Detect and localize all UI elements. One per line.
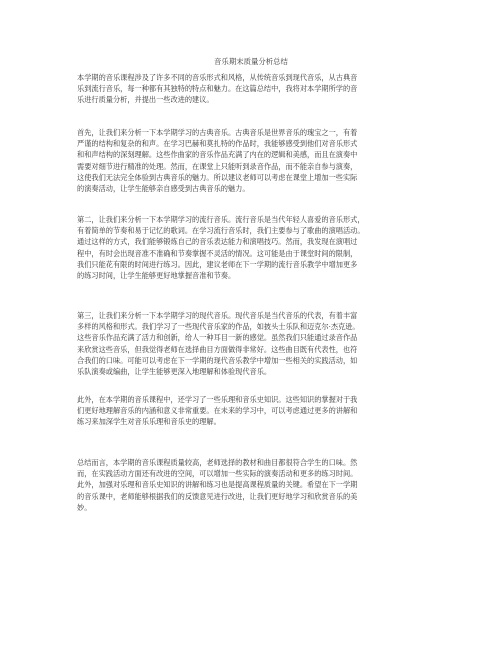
text-line: 乐进行质量分析，并提出一些改进的建议。 — [77, 95, 214, 105]
text-line: 而，在实践活动方面还有改进的空间，可以增加一些实际的演奏活动和更多的练习时间。 — [77, 469, 358, 479]
paragraph-conclusion — [77, 457, 431, 513]
text-line: 第三，让我们来分析一下本学期学习的现代音乐。现代音乐是当代音乐的代表，有着丰富 — [77, 311, 358, 320]
text-line: 通过这样的方式，我们能够锻炼自己的音乐表达能力和演唱技巧。然而，我发现在演唱过 — [77, 237, 358, 247]
text-line: 们更好地理解音乐的内涵和意义非常重要。在未来的学习中，可以考虑通过更多的讲解和 — [77, 406, 358, 416]
text-line: 需要对细节进行精准的处理。然而，在课堂上只能听到录音作品，而不能亲自参与演奏， — [77, 161, 358, 171]
text-line: 来欣赏这些音乐，但我觉得老师在选择曲目方面做得非常好。这些曲目既有代表性，也符 — [77, 344, 358, 354]
paragraph-theory-history — [77, 394, 431, 428]
text-line: 妙。 — [77, 502, 92, 512]
paragraph-classical-music — [77, 127, 431, 194]
text-line: 严谨的结构和复杂的和声。在学习巴赫和莫扎特的作品时，我能够感受到他们对音乐形式 — [77, 139, 358, 149]
text-line: 多样的风格和形式。我们学习了一些现代音乐家的作品，如披头士乐队和迈克尔·杰克逊。 — [77, 322, 360, 332]
text-line: 合我们的口味。可能可以考虑在下一学期的现代音乐教学中增加一些相关的实践活动，如 — [77, 355, 358, 365]
text-line: 第二，让我们来分析一下本学期学习的流行音乐。流行音乐是当代年轻人喜爱的音乐形式， — [77, 215, 365, 224]
text-line: 的演奏活动，让学生能够亲自感受到古典音乐的魅力。 — [77, 184, 250, 194]
paragraph-modern-music — [77, 310, 431, 377]
paragraph-intro — [77, 72, 431, 106]
paragraph-pop-music — [77, 214, 431, 281]
text-line: 的音乐课中，老师能够根据我们的反馈意见进行改进，让我们更好地学习和欣赏音乐的美 — [77, 491, 358, 501]
text-line: 乐队演奏或编曲，让学生能够更深入地理解和体验现代音乐。 — [77, 367, 272, 377]
text-line: 有着简单的节奏和易于记忆的歌词。在学习流行音乐时，我们主要参与了歌曲的演唱活动。 — [77, 226, 365, 236]
document-title: 音乐期末质量分析总结 — [214, 57, 288, 66]
text-line: 本学期的音乐课程涉及了许多不同的音乐形式和风格，从传统音乐到现代音乐，从古典音 — [77, 73, 358, 82]
text-line: 此外，加强对乐理和音乐史知识的讲解和练习也是提高课程质量的关键。希望在下一学期 — [77, 480, 358, 490]
text-line: 这些音乐作品充满了活力和创新，给人一种耳目一新的感觉。虽然我们只能通过录音作品 — [77, 333, 358, 343]
text-line: 总结而言，本学期的音乐课程质量较高，老师选择的教材和曲目都很符合学生的口味。然 — [77, 458, 358, 467]
text-line: 乐到流行音乐，每一种都有其独特的特点和魅力。在这篇总结中，我将对本学期所学的音 — [77, 84, 358, 94]
text-line: 首先，让我们来分析一下本学期学习的古典音乐。古典音乐是世界音乐的瑰宝之一，有着 — [77, 128, 358, 137]
text-line: 程中，有时会出现音准不准确和节奏掌握不灵活的情况。这可能是由于课堂时间的限制， — [77, 248, 358, 258]
text-line: 我们只能花有限的时间进行练习。因此，建议老师在下一学期的流行音乐教学中增加更多 — [77, 259, 358, 269]
text-line: 的练习时间，让学生能够更好地掌握音准和节奏。 — [77, 271, 236, 281]
text-line: 此外，在本学期的音乐课程中，还学习了一些乐理和音乐史知识。这些知识的掌握对于我 — [77, 395, 358, 404]
text-line: 和和声结构的深刻理解。这些作曲家的音乐作品充满了内在的逻辑和美感，而且在演奏中 — [77, 150, 358, 160]
text-line: 这使我们无法完全体验到古典音乐的魅力。所以建议老师可以考虑在课堂上增加一些实际 — [77, 172, 358, 182]
text-line: 练习来加深学生对音乐乐理和音乐史的理解。 — [77, 417, 221, 427]
